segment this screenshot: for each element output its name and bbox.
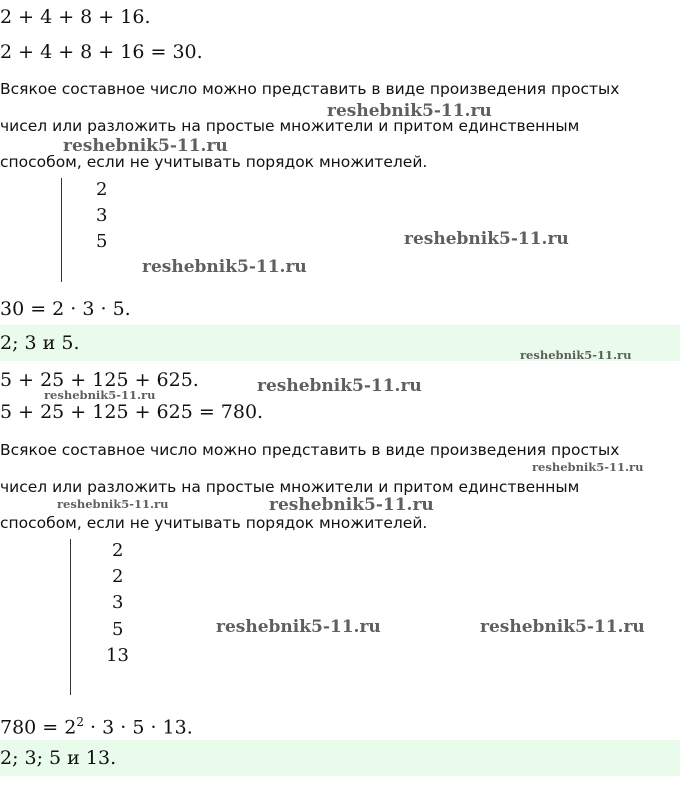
watermark: reshebnik5-11.ru — [520, 348, 632, 362]
sum-equation: 2 + 4 + 8 + 16 = 30. — [0, 41, 203, 63]
watermark: reshebnik5-11.ru — [404, 229, 569, 249]
answer-text: 2; 3 и 5. — [0, 332, 80, 354]
watermark: reshebnik5-11.ru — [216, 617, 381, 637]
rule-line-2: чисел или разложить на простые множители и притом единственным — [0, 117, 580, 135]
factorization-table — [0, 537, 200, 699]
watermark: reshebnik5-11.ru — [44, 388, 156, 402]
factor-divisor: 5 — [96, 231, 108, 252]
watermark: reshebnik5-11.ru — [532, 460, 644, 474]
watermark: reshebnik5-11.ru — [327, 101, 492, 121]
sum-expression: 2 + 4 + 8 + 16. — [0, 6, 151, 28]
rule-line-3: способом, если не учитывать порядок множителей. — [0, 514, 428, 532]
factor-divisor: 2 — [96, 179, 108, 200]
watermark: reshebnik5-11.ru — [269, 495, 434, 515]
rule-line-1: Всякое составное число можно представить в виде произведения простых — [0, 441, 620, 459]
product-base: 780 = 2 — [0, 716, 77, 739]
factor-divisor: 3 — [112, 592, 124, 613]
watermark: reshebnik5-11.ru — [480, 617, 645, 637]
sum-equation: 5 + 25 + 125 + 625 = 780. — [0, 401, 264, 423]
product-exponent: 2 — [76, 715, 84, 729]
answer-text: 2; 3; 5 и 13. — [0, 747, 117, 769]
product-formula: 30 = 2 · 3 · 5. — [0, 298, 131, 320]
sum-expression: 5 + 25 + 125 + 625. — [0, 369, 199, 391]
factor-divider-line — [70, 539, 71, 695]
factor-divisor: 3 — [96, 205, 108, 226]
factor-divider-line — [61, 178, 62, 282]
watermark: reshebnik5-11.ru — [257, 376, 422, 396]
rule-line-2: чисел или разложить на простые множители и притом единственным — [0, 478, 580, 496]
answer-box — [0, 740, 680, 776]
rule-line-1: Всякое составное число можно представить в виде произведения простых — [0, 80, 620, 98]
factor-divisor: 5 — [112, 619, 124, 640]
watermark: reshebnik5-11.ru — [142, 257, 307, 277]
rule-line-3: способом, если не учитывать порядок множителей. — [0, 153, 428, 171]
watermark: reshebnik5-11.ru — [57, 497, 169, 511]
factor-divisor: 2 — [112, 540, 124, 561]
product-rest: · 3 · 5 · 13. — [84, 716, 193, 739]
factor-divisor: 2 — [112, 566, 124, 587]
factor-divisor: 13 — [106, 645, 129, 666]
product-formula — [0, 711, 193, 738]
watermark: reshebnik5-11.ru — [63, 136, 228, 156]
